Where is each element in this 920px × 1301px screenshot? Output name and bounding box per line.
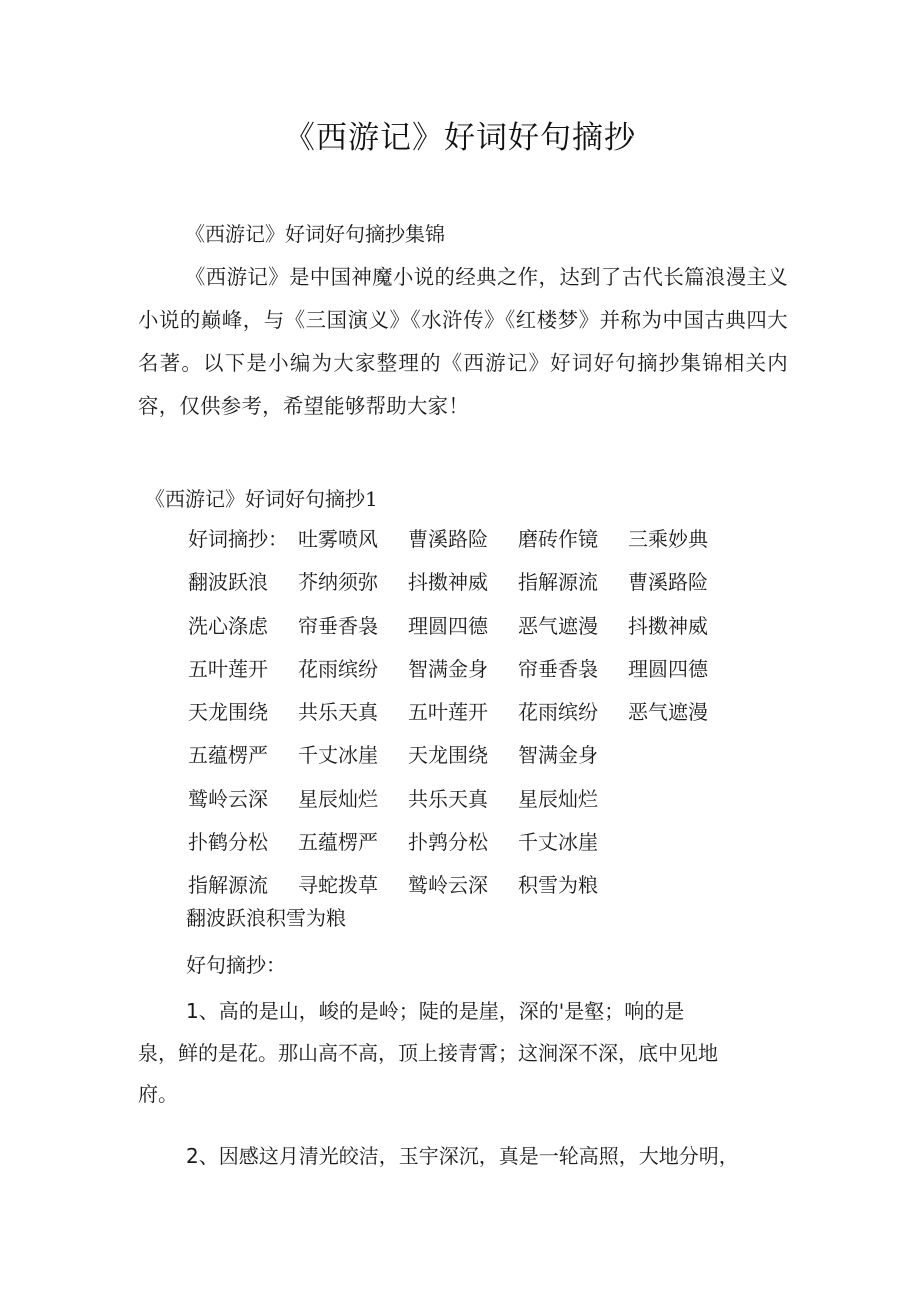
words-row bbox=[188, 778, 738, 821]
word: 恶气遮漫 bbox=[518, 613, 598, 638]
word: 帘垂香袅 bbox=[298, 613, 378, 638]
word: 鹫岭云深 bbox=[188, 786, 268, 811]
words-row bbox=[188, 734, 738, 777]
sentence-1-line-2: 泉，鲜的是花。那山高不高，顶上接青霄；这涧深不深，底中见地 bbox=[138, 1041, 718, 1065]
word: 千丈冰崖 bbox=[298, 743, 378, 768]
word: 千丈冰崖 bbox=[518, 830, 598, 855]
word: 天龙围绕 bbox=[408, 743, 488, 768]
word: 曹溪路险 bbox=[628, 570, 708, 595]
sentence-1-line-1 bbox=[186, 990, 684, 1033]
intro-subtitle: 《西游记》好词好句摘抄集锦 bbox=[185, 222, 445, 246]
word: 指解源流 bbox=[188, 873, 268, 898]
words-row bbox=[188, 518, 738, 561]
word: 花雨缤纷 bbox=[518, 700, 598, 725]
sentence-2-line-1 bbox=[186, 1135, 739, 1178]
words-row bbox=[188, 648, 738, 691]
word: 三乘妙典 bbox=[628, 527, 708, 551]
word: 五叶莲开 bbox=[188, 656, 268, 681]
sentence-text: 、因感这月清光皎洁，玉宇深沉，真是一轮高照，大地分明， bbox=[198, 1144, 739, 1168]
word: 天龙围绕 bbox=[188, 700, 268, 725]
sentence-number: 2 bbox=[186, 1144, 199, 1168]
word: 洗心涤虑 bbox=[188, 613, 268, 638]
words-row bbox=[188, 821, 738, 864]
word: 理圆四德 bbox=[628, 656, 708, 681]
word: 五蕴楞严 bbox=[188, 743, 268, 768]
section-title: 《西游记》好词好句摘抄1 bbox=[145, 487, 378, 511]
words-row bbox=[188, 561, 738, 604]
sentence-text: 、高的是山，峻的是岭；陡的是崖，深的'是壑；响的是 bbox=[198, 999, 685, 1023]
word: 五蕴楞严 bbox=[298, 830, 378, 855]
word: 恶气遮漫 bbox=[628, 700, 708, 725]
word: 扑鹑分松 bbox=[408, 830, 488, 855]
word: 理圆四德 bbox=[408, 613, 488, 638]
word: 抖擞神威 bbox=[408, 570, 488, 595]
word: 鹫岭云深 bbox=[408, 873, 488, 898]
sentence-number: 1 bbox=[186, 999, 199, 1023]
word: 星辰灿烂 bbox=[298, 786, 378, 811]
good-words-list bbox=[188, 518, 738, 908]
word: 吐雾喷风 bbox=[298, 527, 378, 551]
word: 五叶莲开 bbox=[408, 700, 488, 725]
words-label: 好词摘抄： bbox=[188, 527, 288, 551]
words-tail: 翻波跃浪积雪为粮 bbox=[186, 906, 346, 930]
word: 抖擞神威 bbox=[628, 613, 708, 638]
word: 磨砖作镜 bbox=[518, 527, 598, 551]
word: 翻波跃浪 bbox=[188, 570, 268, 595]
words-row bbox=[188, 605, 738, 648]
word: 芥纳须弥 bbox=[298, 570, 378, 595]
word: 帘垂香袅 bbox=[518, 656, 598, 681]
word: 曹溪路险 bbox=[408, 527, 488, 551]
words-row bbox=[188, 691, 738, 734]
word: 寻蛇拨草 bbox=[298, 873, 378, 898]
page-title: 《西游记》好词好句摘抄 bbox=[284, 120, 636, 156]
sentence-1-line-3: 府。 bbox=[138, 1082, 178, 1106]
word: 共乐天真 bbox=[408, 786, 488, 811]
word: 智满金身 bbox=[408, 656, 488, 681]
sentences-label: 好句摘抄： bbox=[186, 953, 286, 977]
word: 花雨缤纷 bbox=[298, 656, 378, 681]
word: 扑鹤分松 bbox=[188, 830, 268, 855]
word: 智满金身 bbox=[518, 743, 598, 768]
word: 积雪为粮 bbox=[518, 873, 598, 898]
word: 星辰灿烂 bbox=[518, 786, 598, 811]
word: 指解源流 bbox=[518, 570, 598, 595]
intro-paragraph: 《西游记》是中国神魔小说的经典之作，达到了古代长篇浪漫主义小说的巅峰，与《三国演义》《水浒传》《红楼梦》并称为中国古典四大名著。以下是小编为大家整理的《西游记》好词好句摘抄集锦相关内容，仅供参考，希望能够帮助大家！ bbox=[138, 265, 788, 418]
word: 共乐天真 bbox=[298, 700, 378, 725]
